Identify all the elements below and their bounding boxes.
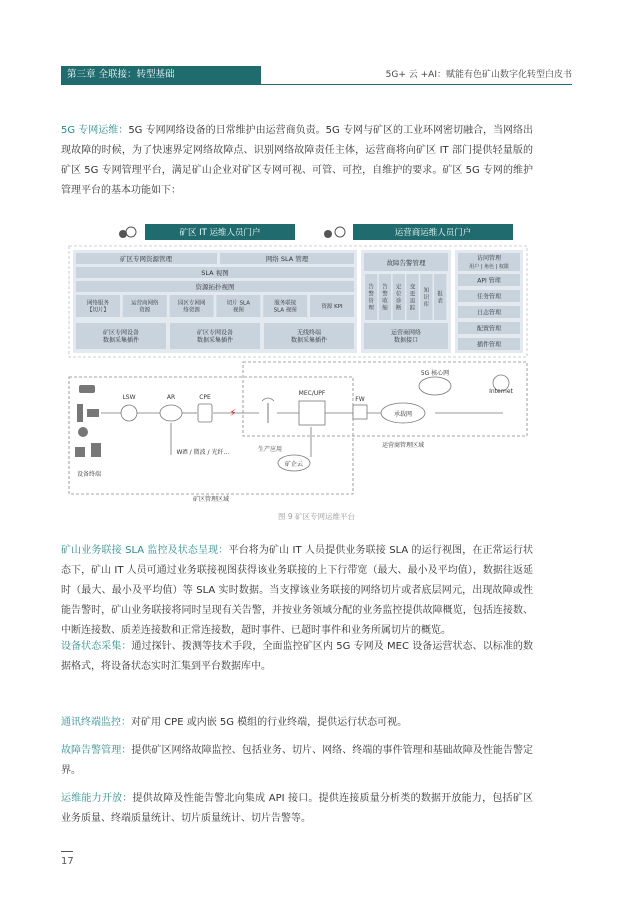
resource-mgmt-label: 矿区专网资源管理 xyxy=(120,255,172,263)
collection-label: 矿区专网设备数据采集插件 xyxy=(102,329,140,344)
intro-paragraph xyxy=(61,121,533,201)
section-lead: 运维能力开放： xyxy=(61,793,133,804)
lsw-node xyxy=(121,394,137,421)
view-box-label: 服务联接 SLA 视图 xyxy=(273,300,297,314)
ops-item-label: 任务管理 xyxy=(476,293,502,301)
header-rule xyxy=(61,84,572,85)
fault-column-label: 告警收缩 xyxy=(382,284,388,312)
collection-label: 矿区专网设备数据采集插件 xyxy=(196,329,234,344)
fault-column-label: 定位诊断 xyxy=(395,284,402,312)
section-text: 提供故障及性能告警北向集成 API 接口。提供连接质量分析类的数据开放能力，包括矿区业务质量、终端质量统计、切片质量统计、切片告警等。 xyxy=(61,793,533,824)
collection-boxes xyxy=(76,323,354,349)
cpe-label: CPE xyxy=(199,394,211,401)
core-label: 5G 核心网 xyxy=(420,370,450,377)
mine-cloud-node xyxy=(278,455,310,471)
portal-left-label: 矿区 IT 运维人员门户 xyxy=(179,228,261,238)
section-lead: 矿山业务联接 SLA 监控及状态呈现： xyxy=(61,545,229,556)
view-box-label: 切片 SLA 视图 xyxy=(226,300,251,314)
base-station-node xyxy=(262,398,274,423)
book-title: 5G+ 云 +AI：赋能有色矿山数字化转型白皮书 xyxy=(385,70,572,80)
footer-rule xyxy=(61,851,73,852)
section-capability-open xyxy=(61,789,533,829)
fault-column-label: 变更追踪 xyxy=(409,284,416,312)
fw-label: FW xyxy=(355,396,365,403)
fault-column-label: 报表 xyxy=(437,291,443,305)
carrier-interface-label: 运营商网络数据接口 xyxy=(390,329,422,344)
carrier-zone xyxy=(243,362,527,436)
ops-item-label: 插件管理 xyxy=(476,341,502,349)
carrier-zone-label: 运营商管理区域 xyxy=(381,442,425,449)
figure-caption: 图 9 矿区专网运维平台 xyxy=(277,512,356,521)
terminals-label: 设备终端 xyxy=(76,471,102,478)
fault-column-label: 知识库 xyxy=(423,288,430,308)
fault-column-label: 告警管理 xyxy=(368,284,374,312)
mec-node xyxy=(299,390,326,425)
ar-label: AR xyxy=(166,394,176,401)
cpe-node xyxy=(198,394,212,422)
page-header xyxy=(61,66,572,84)
ar-node xyxy=(160,394,182,421)
view-box-label: 网络服务【切片】 xyxy=(86,300,110,314)
section-terminal-monitor xyxy=(61,713,533,733)
section-text: 对矿用 CPE 或内嵌 5G 模组的行业终端，提供运行状态可视。 xyxy=(131,717,408,728)
core-node xyxy=(419,369,451,395)
collection-label: 无线终端数据采集插件 xyxy=(290,329,328,344)
internet-label: Internet xyxy=(489,388,513,395)
ops-items xyxy=(458,274,520,350)
fw-node xyxy=(353,396,367,419)
topology-view-label: 资源拓扑视图 xyxy=(195,283,235,291)
section-text: 平台将为矿山 IT 人员提供业务联接 SLA 的运行视图，在正常运行状态下，矿山 IT 人员可通过业务联接视图获得该业务联接的上下行带宽（最大、最小及平均值），数据往返延时（最大、最小及平均值）等 SLA 实时数据。当支撑该业务联接的网络切片或者底层网元，出现故障或性能告警时，矿山业务联接将同时呈现有关告警，并按业务领域分配的业务监控提供故障概览，包括连接数、中断连接数、质差连接数和正常连接数，超时事件、已超时事件和业务所属切片的概览。 xyxy=(61,545,533,636)
lsw-label: LSW xyxy=(122,394,136,401)
section-lead: 故障告警管理： xyxy=(61,745,132,756)
prod-app-label: 生产应用 xyxy=(257,446,283,453)
access-mgmt-label: 访问管理 xyxy=(476,255,502,262)
chapter-tag: 第三章 全联接：转型基础 xyxy=(61,66,261,84)
access-sub-label: 用户 | 角色 | 权限 xyxy=(469,264,509,270)
sla-view-label: SLA 视图 xyxy=(201,269,229,277)
wifi-label: Wifi / 微波 / 光纤… xyxy=(176,449,230,456)
internet-node xyxy=(489,375,513,395)
device-terminals xyxy=(75,385,101,457)
bearer-node xyxy=(381,403,425,423)
section-text: 通过探针、拨测等技术手段，全面监控矿区内 5G 专网及 MEC 设备运营状态、以标准的数据格式，将设备状态实时汇集到平台数据库中。 xyxy=(61,641,534,672)
section-device-collect xyxy=(61,637,533,677)
view-box-label: 运营商网络资源 xyxy=(131,300,159,314)
section-lead: 通讯终端监控： xyxy=(61,717,131,728)
bearer-label: 承载网 xyxy=(393,411,413,418)
mec-label: MEC/UPF xyxy=(298,390,326,397)
mine-zone-label: 矿区管理区域 xyxy=(192,496,230,503)
section-lead: 设备状态采集： xyxy=(61,641,132,652)
view-box-label: 园区专网网络资源 xyxy=(177,300,206,314)
portal-left xyxy=(119,224,295,240)
view-box-label: 资源 KPI xyxy=(321,303,343,310)
mine-cloud-label: 矿企云 xyxy=(284,461,304,468)
wireless-icon: ⚡ xyxy=(229,408,237,419)
ops-item-label: 配置管理 xyxy=(476,325,502,333)
section-fault-mgmt xyxy=(61,741,533,781)
portal-right xyxy=(324,224,513,240)
fault-mgmt-label: 故障告警管理 xyxy=(386,259,426,267)
section-sla xyxy=(61,541,533,641)
ops-item-label: 日志管理 xyxy=(476,309,502,317)
platform-diagram xyxy=(63,219,533,506)
portal-right-label: 运营商运维人员门户 xyxy=(394,228,472,238)
section-text: 提供矿区网络故障监控、包括业务、切片、网络、终端的事件管理和基础故障及性能告警定界。 xyxy=(61,745,534,776)
network-sla-label: 网络 SLA 管理 xyxy=(265,255,309,263)
intro-lead: 5G 专网运维： xyxy=(61,125,129,136)
ops-item-label: API 管理 xyxy=(477,277,501,285)
intro-text: 5G 专网网络设备的日常维护由运营商负责。5G 专网与矿区的工业环网密切融合，当网络出现故障的时候，为了快速界定网络故障点、识别网络故障责任主体，运营商将向矿区 IT 部门提供轻量版的矿区 5G 专网管理平台，满足矿山企业对矿区专网可视、可管、可控，自维护的要求。矿区 5G 专网的维护管理平台的基本功能如下： xyxy=(61,125,533,196)
page-number: 17 xyxy=(61,856,74,867)
